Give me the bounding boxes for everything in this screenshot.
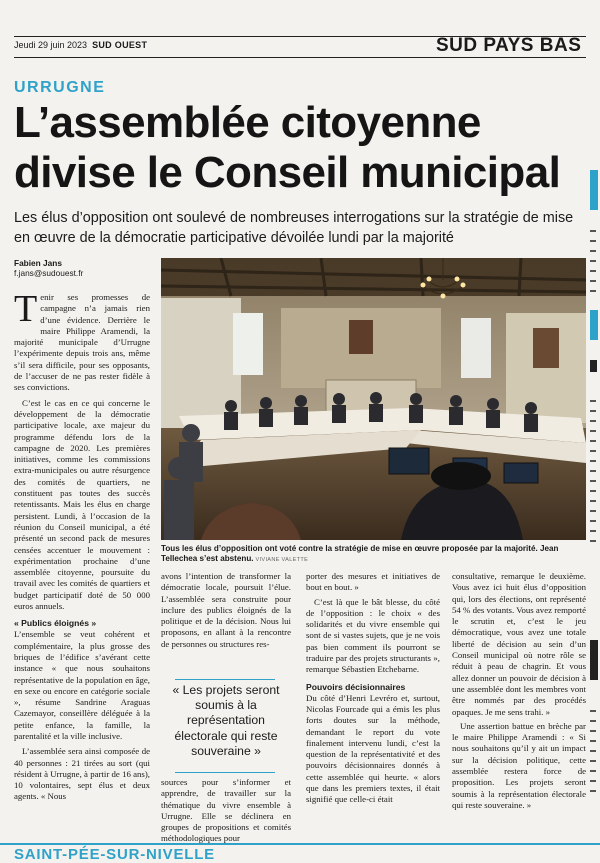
dateline xyxy=(14,40,147,50)
headline-line-2: divise le Conseil municipal xyxy=(14,148,561,197)
author-email: f.jans@sudouest.fr xyxy=(14,268,84,278)
subheading: « Publics éloignés » xyxy=(14,618,97,629)
headline xyxy=(14,98,560,198)
lead-paragraph: Tenir ses promesses de campagne n’a jamais rien d’une évidence. Derrière le maire Philippe Aramendi, la majorité municipale d’Urrugne l’expérimente depuis trois ans, même s’il sera difficile, pour ses opposants, de l’accuser de ne pas rester fidèle à ses convictions. xyxy=(14,288,150,393)
adjacent-article-edge xyxy=(590,170,600,830)
article-column-1 xyxy=(14,288,150,803)
article-column-4 xyxy=(452,571,586,811)
body-paragraph: Du côté d’Henri Levréro et, surtout, Nicolas Fourcade qui a émis les plus forts doutes sur la méthode, demandant le report du vote finalement intervenu lundi, c’est la question de la représentativité et des pouvoirs décisionnaires donnés à cette assemblée qui heurte. « alors que dans les premiers textes, il était signifié que celle-ci était xyxy=(306,692,440,805)
masthead-rule xyxy=(14,57,586,58)
article-column-3 xyxy=(306,571,440,806)
article-column-2-continued xyxy=(161,777,291,845)
newspaper-name: SUD OUEST xyxy=(92,40,148,50)
section-title: SUD PAYS BAS xyxy=(436,35,582,56)
body-paragraph: C’est là que le bât blesse, du côté de l’opposition : le choix « des solidarités et du vivre ensemble qui sont de si vastes sujets, que je ne vois pas bien comment ils pourront se traduire par des projets structurants », remarque Sébastien Etchebarne. xyxy=(306,596,440,675)
headline-line-1: L’assemblée citoyenne xyxy=(14,98,481,147)
body-paragraph: Une assertion battue en brèche par le maire Philippe Aramendi : « Si nous souhaitons qu’il y ait un impact sur la décision politique, cette assemblée restera force de proposition. Les projets seront soumis à la représentation électorale qui reste souveraine. » xyxy=(452,720,586,810)
body-paragraph: consultative, remarque le deuxième. Vous avez ici huit élus d’opposition qui, lors des élections, ont représenté 54 % des votants. Vous avez remporté le scrutin et, c’est le jeu démocratique, vous avez une totale liberté de décision au sein d’un Conseil municipal où notre rôle se réduit à peau de chagrin. Et vous allez donner un pouvoir de décision à une assemblée dont les membres vont être nommés par des procédés opaques. Je me sens trahi. » xyxy=(452,571,586,717)
drop-cap: T xyxy=(14,288,38,330)
body-paragraph: porter des mesures et initiatives de bout en bout. » xyxy=(306,571,440,593)
body-paragraph: sources pour s’informer et apprendre, de travailler sur la thématique du vivre ensemble à Urrugne. Elle se déclinera en groupes de propositions et comités méthodologiques pour xyxy=(161,777,291,844)
author-name: Fabien Jans xyxy=(14,258,62,268)
body-paragraph: L’ensemble se veut cohérent et complémentaire, la plus grosse des briques de l’édifice s’avérant cette instance « que nous souhaitons représentative de la population en âge, en sexe ou encore en catégorie sociale », résume Sandrine Araguas Cazemayor, conseillère déléguée à la petite enfance, la famille, la parentalité et la ville inclusive. xyxy=(14,629,150,741)
pull-quote: « Les projets seront soumis à la représentation électorale qui reste souveraine » xyxy=(172,683,280,758)
standfirst: Les élus d’opposition ont soulevé de nombreuses interrogations sur la stratégie de mise en œuvre de la démocratie participative dévoilée lundi par la majorité xyxy=(14,210,574,246)
photo-caption: Tous les élus d’opposition ont voté contre la stratégie de mise en œuvre proposée par la majorité. Jean Tellechea s’est abstenu. VIVIANE VALETTE xyxy=(161,544,559,563)
council-meeting-photo xyxy=(161,258,586,540)
meeting-room-illustration xyxy=(161,258,586,540)
body-paragraph: C’est le cas en ce qui concerne le développement de la démocratie participative locale, axe majeur du programme défendu lors de la campagne de 2020. Les premières initiatives, comme les commissions extra-municipales ou autre résurgence des comités de quartiers, ne constituent pas toutes des succès retentissants. Mais les élus en charge persistent. Lundi, à l’occasion de la réunion du Conseil municipal, a été présenté un second pack de mesures censées accentuer le mouvement : expérimentation prochaine d’une assemblée citoyenne, poursuite du travail avec les comités de quartiers et budget participatif doté de 50 000 euros annuels. xyxy=(14,397,150,612)
issue-date: Jeudi 29 juin 2023 xyxy=(14,40,88,50)
subheading: Pouvoirs décisionnaires xyxy=(306,681,406,692)
article-column-2 xyxy=(161,571,291,650)
body-paragraph: L’assemblée sera ainsi composée de 40 personnes : 21 tirées au sort (qui résident à Urrugne, à partir de 16 ans), 10 volontaires, sept élus et deux agents. « Nous xyxy=(14,746,150,802)
next-article-headline: SAINT-PÉE-SUR-NIVELLE xyxy=(14,846,215,863)
location-kicker: URRUGNE xyxy=(14,79,106,96)
next-article-rule xyxy=(0,843,600,845)
pullquote-rule-top xyxy=(175,679,275,680)
photo-credit: VIVIANE VALETTE xyxy=(255,557,309,563)
pullquote-rule-bottom xyxy=(175,772,275,773)
body-paragraph: avons l’intention de transformer la démocratie locale, poursuit l’élue. L’assemblée sera construite pour inclure des publics éloignés de la politique et de la décision. Nous lui proposons, en allant à la rencontre de personnes ou structures res- xyxy=(161,571,291,649)
